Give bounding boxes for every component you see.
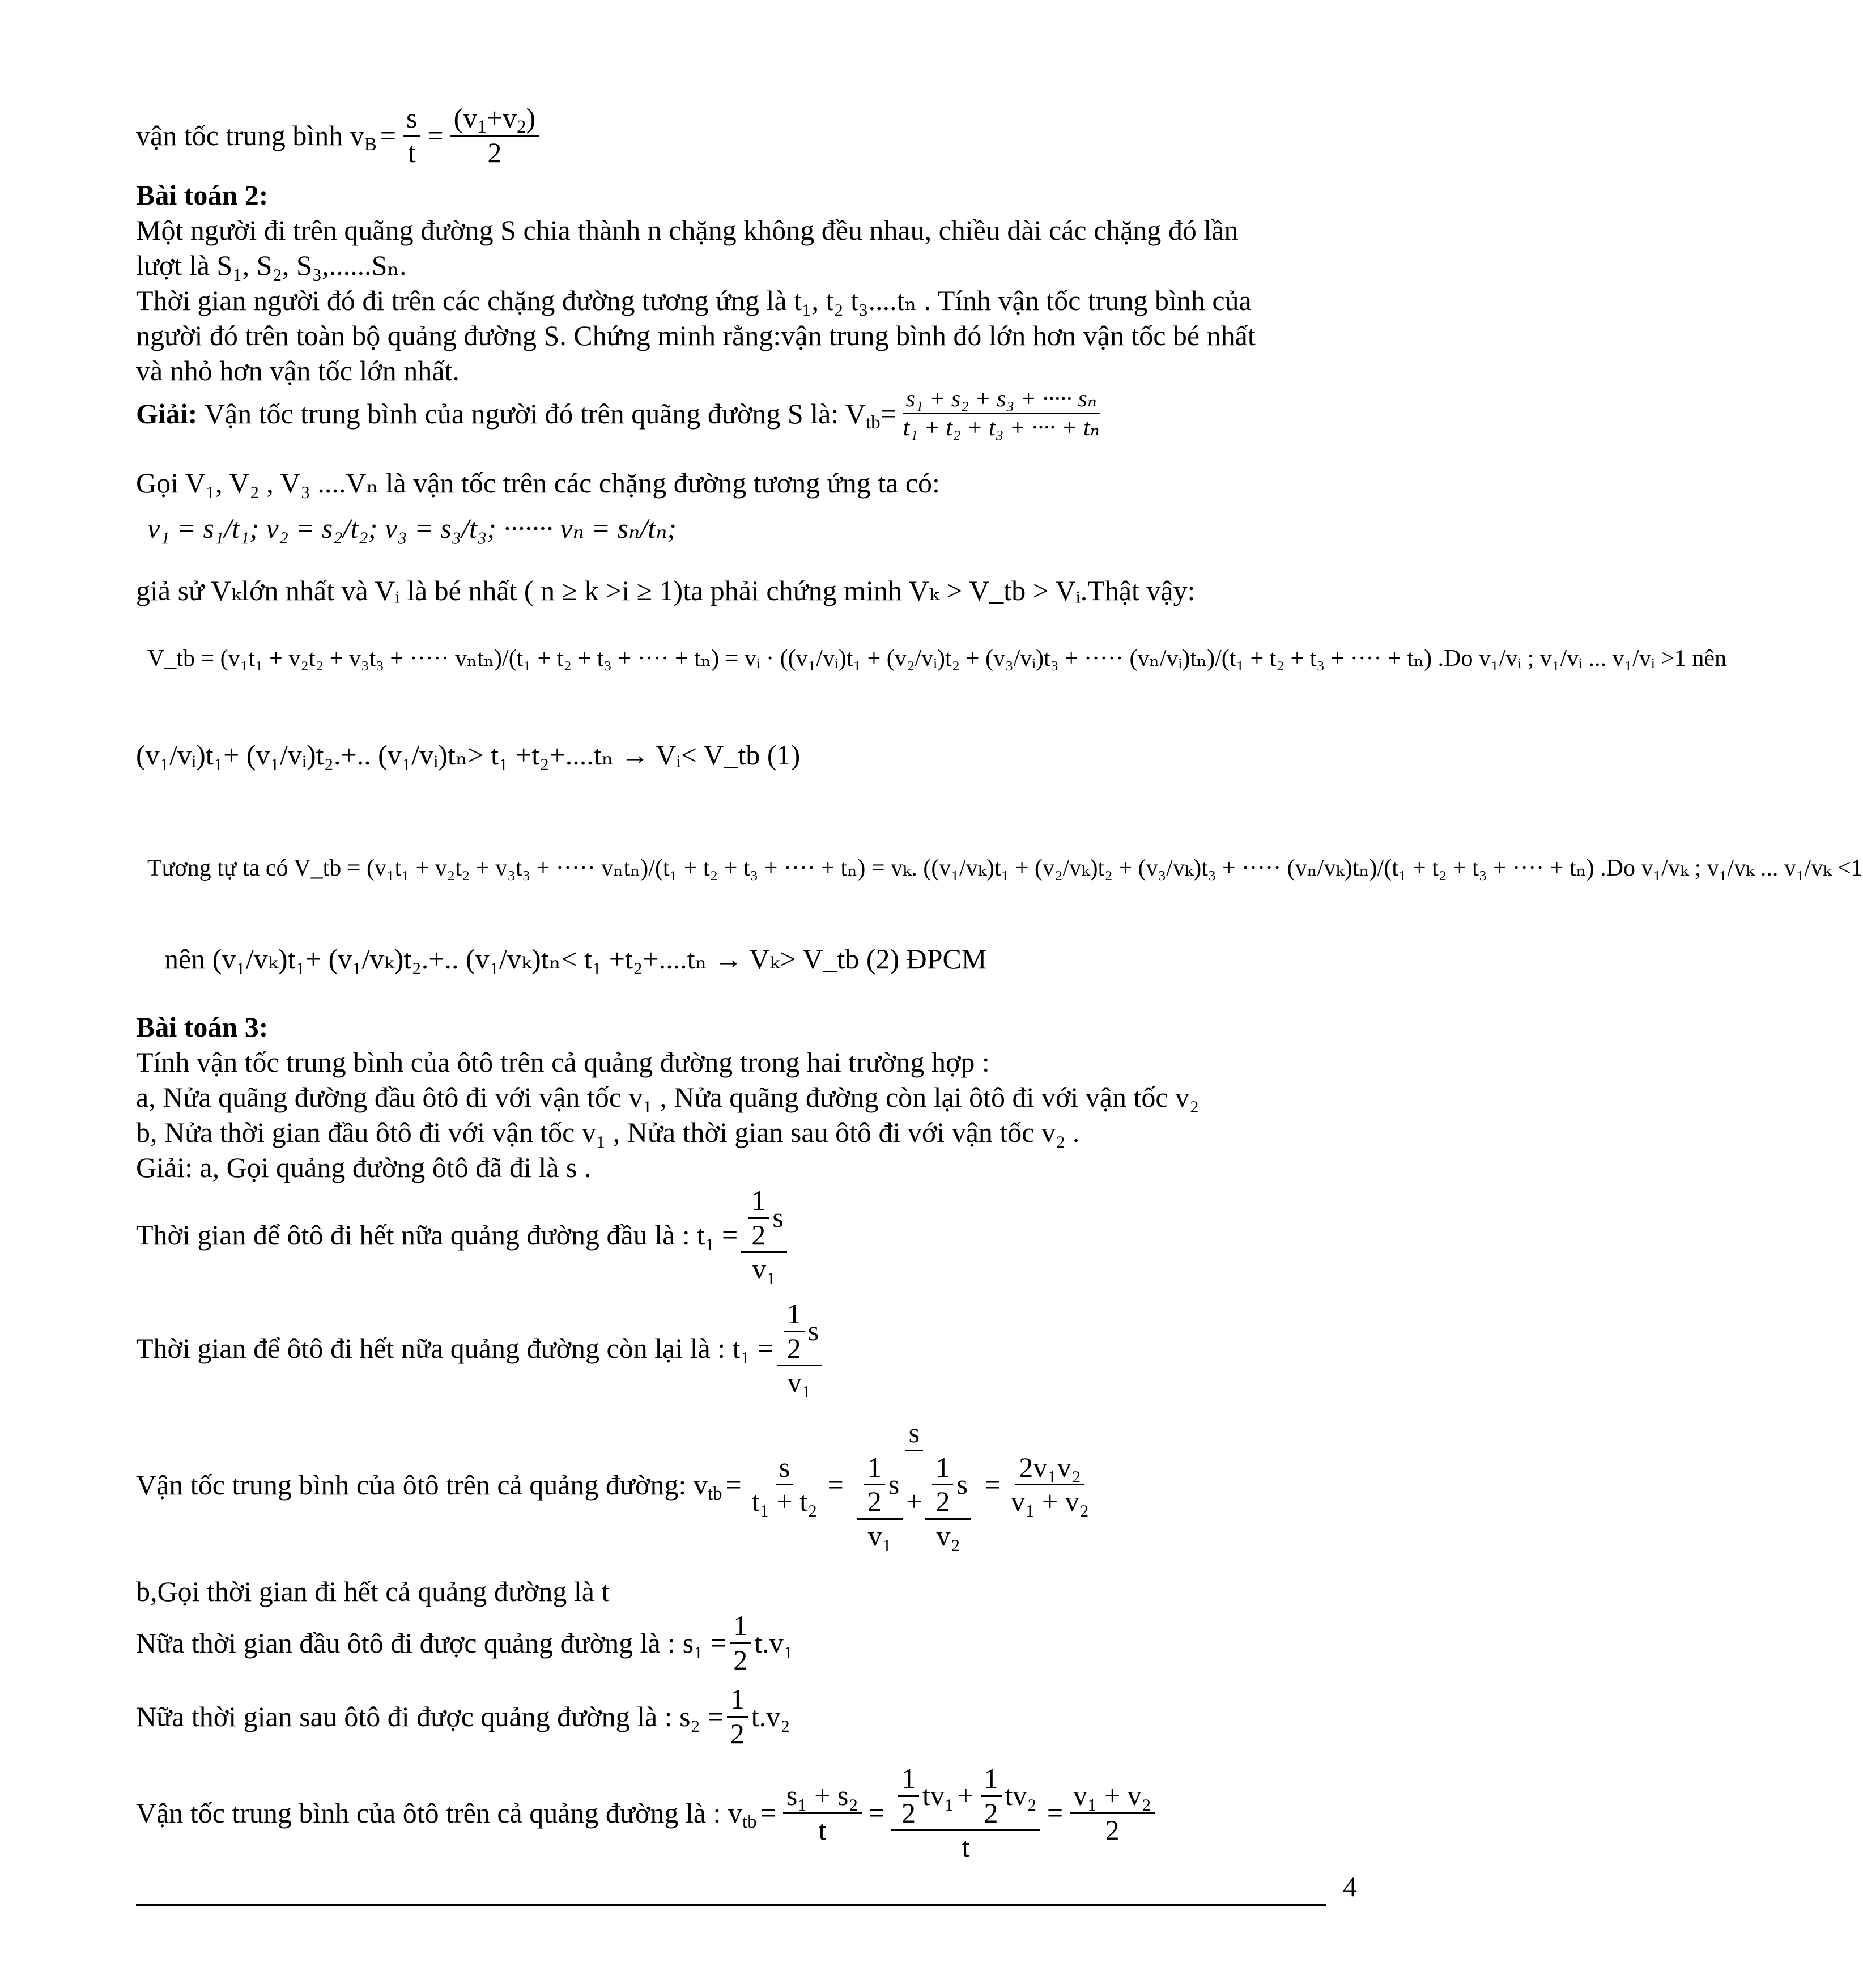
solution-label: Giải: (136, 397, 198, 430)
problem-2-text-3: Thời gian người đó đi trên các chặng đường tương ứng là t₁, t₂ t₃....tₙ . Tính vận tốc trung bình của (136, 284, 1252, 316)
fraction-s-over-t: $\frac{s}{t}$ (403, 102, 420, 169)
arithmetic-mean: $\frac{\text{v₁ + v₂}}{2}$ (1070, 1779, 1155, 1846)
s-sum-over-t: $\frac{\text{s₁ + s₂}}{t}$ (783, 1779, 862, 1846)
problem-3-text-1: Tính vận tốc trung bình của ôtô trên cả quảng đường trong hai trường hợp : (136, 1046, 990, 1078)
average-velocity-line: vận tốc trung bình $v_B$ = $\frac{s}{t}$ = $\frac{(v_1+v_2)}{2}$ (136, 102, 542, 169)
problem-3-text-3: b, Nửa thời gian đầu ôtô đi với vận tốc v₁ , Nửa thời gian sau ôtô đi với vận tốc v₂ . (136, 1116, 1080, 1148)
assumption-line: giả sử Vₖlớn nhất và Vᵢ là bé nhất ( n ≥ k >i ≥ 1)ta phải chứng minh Vₖ > V_tb > Vᵢ.Thật vậy: (136, 575, 1196, 606)
half-s-over-v1-b: $\frac{1}{2}$ s v₁ (777, 1298, 822, 1399)
distance-second-half: Nữa thời gian sau ôtô đi được quảng đường là : s₂ = $\frac{1}{2}$ t.v₂ (136, 1683, 790, 1749)
velocity-names: Gọi V₁, V₂ , V₃ ....Vₙ là vận tốc trên các chặng đường tương ứng ta có: (136, 467, 940, 499)
fraction-mean-v: $\frac{(v_1+v_2)}{2}$ (450, 102, 539, 169)
problem-2-text-2: lượt là S₁, S₂, S₃,......Sₙ. (136, 249, 407, 281)
solution-text: Vận tốc trung bình của người đó trên quãng đường S là: $V_{tb}=$ (204, 397, 896, 434)
line-text: vận tốc trung bình $v_B$ (136, 120, 377, 155)
footer-rule (136, 1904, 1326, 1906)
half-tv-over-t: $\frac{1}{2}$ tv₁ + $\frac{1}{2}$ tv₂ t (891, 1762, 1040, 1864)
vtb-case-a: Vận tốc trung bình của ôtô trên cả quảng đường: $v_{tb}$ = $\frac{s}{\text{t₁ + t₂}}$ = s $\frac{1}{2}$ s v₁ + $\frac{1}{2}$ s v₂ = $\frac{\text{2v₁v₂}}{\text{v₁ + v₂}}$ (136, 1417, 1096, 1552)
vtb-case-b: Vận tốc trung bình của ôtô trên cả quảng đường là : $v_{tb}$ = $\frac{\text{s₁ + s₂}}{t}$ = $\frac{1}{2}$ tv₁ + $\frac{1}{2}$ tv₂ t = $\frac{\text{v₁ + v₂}}{2}$ (136, 1762, 1158, 1864)
problem-3-title: Bài toán 3: (136, 1011, 269, 1043)
distance-first-half: Nữa thời gian đầu ôtô đi được quảng đường là : s₁ = $\frac{1}{2}$ t.v₁ (136, 1609, 794, 1676)
problem-3-text-2: a, Nửa quãng đường đầu ôtô đi với vận tốc v₁ , Nửa quãng đường còn lại ôtô đi với vận tốc v₂ (136, 1081, 1200, 1113)
inequality-2: nên (v₁/vₖ)t₁+ (v₁/vₖ)t₂.+.. (v₁/vₖ)tₙ< t₁ +t₂+....tₙ → Vₖ> V_tb (2) ĐPCM (164, 943, 987, 975)
problem-2-text-1: Một người đi trên quãng đường S chia thành n chặng không đều nhau, chiều dài các chặng đó lần (136, 214, 1239, 246)
velocity-definitions: v₁ = s₁/t₁; v₂ = s₂/t₂; v₃ = s₃/t₃; ······· vₙ = sₙ/tₙ; (147, 512, 677, 544)
half-s-over-v1: $\frac{1}{2}$ s v₁ (741, 1184, 786, 1286)
page-number: 4 (1343, 1871, 1357, 1902)
time-second-half: Thời gian để ôtô đi hết nữa quảng đường còn lại là : t₁ = $\frac{1}{2}$ s v₁ (136, 1298, 826, 1399)
vtb-fraction: $\frac{\text{s₁ + s₂ + s₃ + ····· sₙ}}{\text{t₁ + t₂ + t₃ + ···· + tₙ}}$ (903, 386, 1100, 441)
s-over-t1-plus-t2: $\frac{s}{\text{t₁ + t₂}}$ (751, 1451, 818, 1517)
time-first-half: Thời gian để ôtô đi hết nữa quảng đường đầu là : t₁ = $\frac{1}{2}$ s v₁ (136, 1184, 790, 1286)
solution-line (136, 385, 1107, 442)
case-b-intro: b,Gọi thời gian đi hết cả quảng đường là t (136, 1575, 610, 1607)
vtb-expression-1: V_tb = (v₁t₁ + v₂t₂ + v₃t₃ + ····· vₙtₙ)/(t₁ + t₂ + t₃ + ···· + tₙ) = vᵢ · ((v₁/vᵢ)t₁ + (v₂/vᵢ)t₂ + (v₃/vᵢ)t₃ + ····· (vₙ/vᵢ)tₙ)/(t₁ + t₂ + t₃ + ···· + tₙ) .Do v₁/vᵢ ; v₁/vᵢ ... v₁/vᵢ >1 nên (147, 645, 1727, 672)
problem-3-solution: Giải: a, Gọi quảng đường ôtô đã đi là s . (136, 1152, 592, 1183)
problem-2-text-4: người đó trên toàn bộ quảng đường S. Chứng minh rằng:vận trung bình đó lớn hơn vận tốc bé nhất (136, 320, 1256, 351)
s-over-halves: s $\frac{1}{2}$ s v₁ + $\frac{1}{2}$ s v₂ (850, 1417, 978, 1552)
harmonic-mean: $\frac{\text{2v₁v₂}}{\text{v₁ + v₂}}$ (1011, 1451, 1090, 1517)
problem-2-text-5: và nhỏ hơn vận tốc lớn nhất. (136, 355, 460, 386)
problem-2-title: Bài toán 2: (136, 179, 269, 211)
inequality-1: (v₁/vᵢ)t₁+ (v₁/vᵢ)t₂.+.. (v₁/vᵢ)tₙ> t₁ +t₂+....tₙ → Vᵢ< V_tb (1) (136, 739, 801, 771)
vtb-expression-2: Tương tự ta có V_tb = (v₁t₁ + v₂t₂ + v₃t₃ + ····· vₙtₙ)/(t₁ + t₂ + t₃ + ···· + tₙ) = vₖ. ((v₁/vₖ)t₁ + (v₂/vₖ)t₂ + (v₃/vₖ)t₃ + ····· (vₙ/vₖ)tₙ)/(t₁ + t₂ + t₃ + ···· + tₙ) .Do v₁/vₖ ; v₁/vₖ ... v₁/vₖ <1 (147, 855, 1863, 881)
